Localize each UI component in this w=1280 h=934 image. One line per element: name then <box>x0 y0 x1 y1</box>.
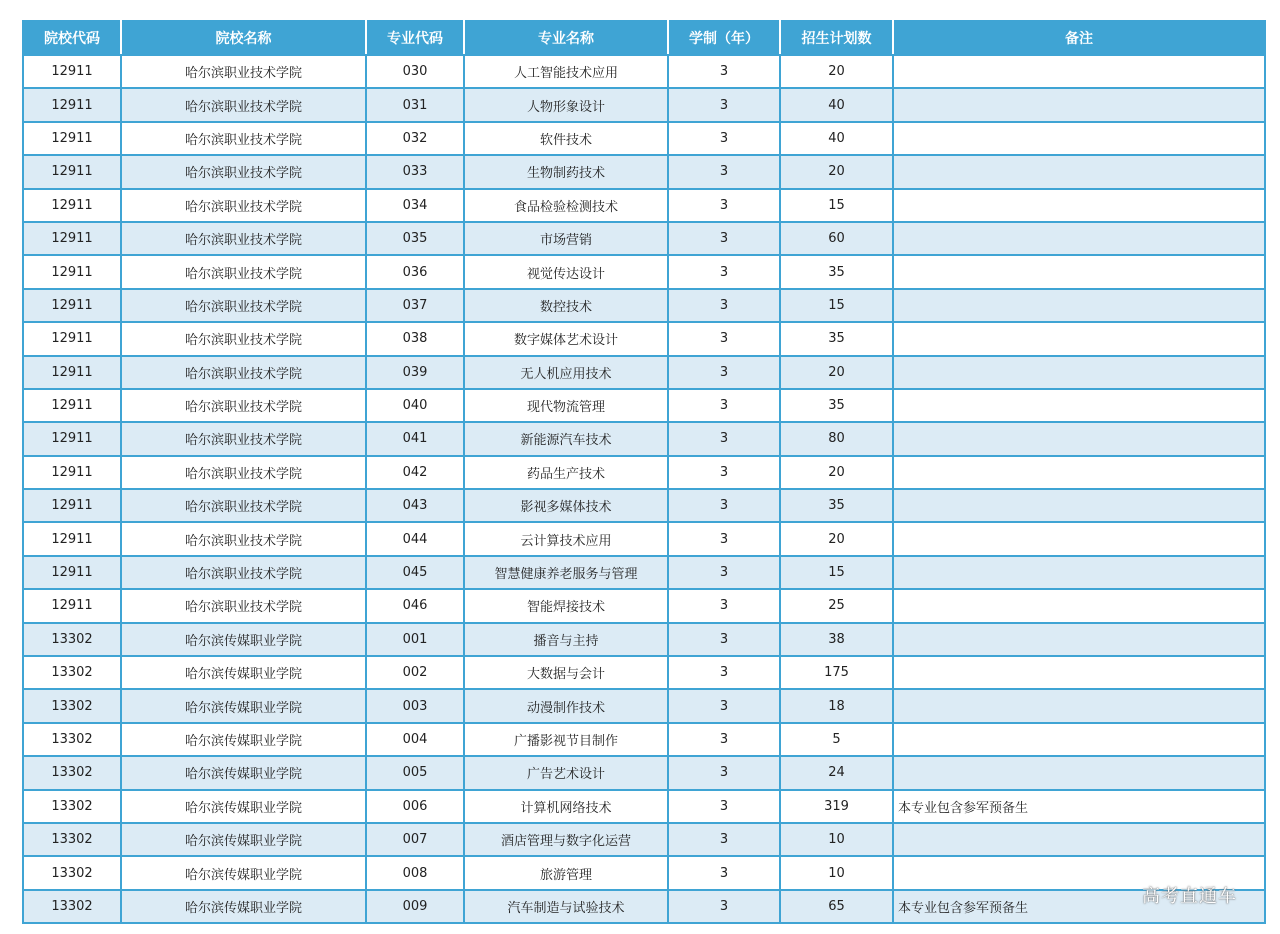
cell-school-name: 哈尔滨职业技术学院 <box>121 122 366 155</box>
cell-major-code: 031 <box>366 88 464 121</box>
cell-remarks <box>893 155 1265 188</box>
cell-school-code: 12911 <box>23 88 121 121</box>
watermark-text: 高考直通车 <box>1142 886 1237 907</box>
cell-duration: 3 <box>668 856 780 889</box>
cell-major-name: 播音与主持 <box>464 623 668 656</box>
header-duration: 学制（年） <box>668 21 780 55</box>
cell-major-name: 动漫制作技术 <box>464 689 668 722</box>
table-header <box>23 21 1265 55</box>
cell-school-name: 哈尔滨职业技术学院 <box>121 456 366 489</box>
cell-duration: 3 <box>668 623 780 656</box>
cell-remarks <box>893 689 1265 722</box>
cell-enrollment-count: 20 <box>780 522 893 555</box>
cell-major-code: 006 <box>366 790 464 823</box>
cell-duration: 3 <box>668 689 780 722</box>
table-row <box>23 456 1265 489</box>
cell-remarks <box>893 389 1265 422</box>
cell-major-code: 042 <box>366 456 464 489</box>
cell-remarks <box>893 489 1265 522</box>
cell-school-name: 哈尔滨传媒职业学院 <box>121 856 366 889</box>
cell-remarks <box>893 656 1265 689</box>
cell-remarks <box>893 723 1265 756</box>
cell-enrollment-count: 38 <box>780 623 893 656</box>
table-row <box>23 422 1265 455</box>
cell-school-name: 哈尔滨职业技术学院 <box>121 522 366 555</box>
cell-school-name: 哈尔滨传媒职业学院 <box>121 689 366 722</box>
cell-school-code: 12911 <box>23 422 121 455</box>
cell-enrollment-count: 15 <box>780 556 893 589</box>
table-row <box>23 389 1265 422</box>
cell-major-code: 009 <box>366 890 464 923</box>
cell-major-name: 新能源汽车技术 <box>464 422 668 455</box>
cell-remarks <box>893 589 1265 622</box>
cell-major-name: 云计算技术应用 <box>464 522 668 555</box>
cell-school-name: 哈尔滨职业技术学院 <box>121 55 366 88</box>
cell-duration: 3 <box>668 723 780 756</box>
cell-major-code: 035 <box>366 222 464 255</box>
cell-major-code: 030 <box>366 55 464 88</box>
cell-school-code: 12911 <box>23 189 121 222</box>
cell-school-code: 12911 <box>23 522 121 555</box>
cell-enrollment-count: 175 <box>780 656 893 689</box>
cell-school-name: 哈尔滨传媒职业学院 <box>121 790 366 823</box>
cell-enrollment-count: 80 <box>780 422 893 455</box>
header-school-code: 院校代码 <box>23 21 121 55</box>
cell-major-name: 智能焊接技术 <box>464 589 668 622</box>
cell-major-code: 005 <box>366 756 464 789</box>
cell-enrollment-count: 65 <box>780 890 893 923</box>
cell-school-code: 13302 <box>23 756 121 789</box>
cell-major-name: 食品检验检测技术 <box>464 189 668 222</box>
cell-school-name: 哈尔滨职业技术学院 <box>121 222 366 255</box>
cell-school-name: 哈尔滨职业技术学院 <box>121 88 366 121</box>
cell-duration: 3 <box>668 556 780 589</box>
cell-enrollment-count: 25 <box>780 589 893 622</box>
cell-remarks <box>893 55 1265 88</box>
table-row <box>23 522 1265 555</box>
table-row <box>23 122 1265 155</box>
cell-major-name: 人工智能技术应用 <box>464 55 668 88</box>
cell-major-name: 广播影视节目制作 <box>464 723 668 756</box>
cell-major-name: 计算机网络技术 <box>464 790 668 823</box>
table-row <box>23 489 1265 522</box>
cell-remarks <box>893 556 1265 589</box>
cell-major-code: 044 <box>366 522 464 555</box>
cell-major-code: 003 <box>366 689 464 722</box>
cell-school-name: 哈尔滨传媒职业学院 <box>121 623 366 656</box>
table-row <box>23 890 1265 923</box>
cell-school-code: 13302 <box>23 790 121 823</box>
cell-remarks <box>893 456 1265 489</box>
cell-school-code: 12911 <box>23 322 121 355</box>
cell-major-name: 现代物流管理 <box>464 389 668 422</box>
cell-enrollment-count: 35 <box>780 255 893 288</box>
cell-enrollment-count: 20 <box>780 155 893 188</box>
cell-major-code: 008 <box>366 856 464 889</box>
cell-enrollment-count: 15 <box>780 289 893 322</box>
table-row <box>23 689 1265 722</box>
cell-school-code: 12911 <box>23 122 121 155</box>
cell-remarks: 本专业包含参军预备生 <box>893 790 1265 823</box>
enrollment-table-container <box>22 20 1264 924</box>
cell-remarks <box>893 823 1265 856</box>
cell-enrollment-count: 35 <box>780 389 893 422</box>
table-row <box>23 556 1265 589</box>
cell-school-code: 12911 <box>23 55 121 88</box>
cell-major-code: 046 <box>366 589 464 622</box>
cell-major-name: 软件技术 <box>464 122 668 155</box>
cell-enrollment-count: 40 <box>780 122 893 155</box>
cell-duration: 3 <box>668 122 780 155</box>
cell-school-name: 哈尔滨职业技术学院 <box>121 155 366 188</box>
cell-major-code: 033 <box>366 155 464 188</box>
cell-remarks <box>893 623 1265 656</box>
cell-duration: 3 <box>668 322 780 355</box>
cell-major-code: 034 <box>366 189 464 222</box>
cell-major-name: 数字媒体艺术设计 <box>464 322 668 355</box>
cell-duration: 3 <box>668 389 780 422</box>
cell-remarks: 本专业包含参军预备生 <box>893 890 1265 923</box>
cell-duration: 3 <box>668 255 780 288</box>
cell-major-code: 007 <box>366 823 464 856</box>
cell-remarks <box>893 189 1265 222</box>
cell-enrollment-count: 24 <box>780 756 893 789</box>
cell-school-code: 12911 <box>23 456 121 489</box>
cell-school-name: 哈尔滨职业技术学院 <box>121 289 366 322</box>
table-row <box>23 88 1265 121</box>
cell-major-code: 039 <box>366 356 464 389</box>
cell-school-name: 哈尔滨职业技术学院 <box>121 322 366 355</box>
cell-major-name: 广告艺术设计 <box>464 756 668 789</box>
cell-enrollment-count: 40 <box>780 88 893 121</box>
table-row <box>23 589 1265 622</box>
cell-major-code: 004 <box>366 723 464 756</box>
cell-remarks <box>893 255 1265 288</box>
cell-major-name: 智慧健康养老服务与管理 <box>464 556 668 589</box>
cell-school-name: 哈尔滨职业技术学院 <box>121 489 366 522</box>
cell-school-code: 12911 <box>23 356 121 389</box>
cell-major-name: 人物形象设计 <box>464 88 668 121</box>
cell-school-code: 13302 <box>23 856 121 889</box>
cell-enrollment-count: 35 <box>780 489 893 522</box>
cell-remarks <box>893 322 1265 355</box>
cell-duration: 3 <box>668 790 780 823</box>
cell-school-code: 13302 <box>23 656 121 689</box>
cell-school-name: 哈尔滨职业技术学院 <box>121 422 366 455</box>
cell-duration: 3 <box>668 356 780 389</box>
cell-remarks <box>893 122 1265 155</box>
cell-enrollment-count: 319 <box>780 790 893 823</box>
cell-school-name: 哈尔滨传媒职业学院 <box>121 756 366 789</box>
cell-school-code: 12911 <box>23 389 121 422</box>
cell-school-code: 12911 <box>23 155 121 188</box>
cell-school-code: 13302 <box>23 890 121 923</box>
cell-duration: 3 <box>668 456 780 489</box>
cell-enrollment-count: 35 <box>780 322 893 355</box>
table-row <box>23 155 1265 188</box>
cell-school-code: 12911 <box>23 255 121 288</box>
cell-major-name: 酒店管理与数字化运营 <box>464 823 668 856</box>
table-row <box>23 322 1265 355</box>
cell-major-code: 036 <box>366 255 464 288</box>
cell-school-code: 13302 <box>23 823 121 856</box>
cell-major-code: 037 <box>366 289 464 322</box>
cell-remarks <box>893 522 1265 555</box>
cell-major-code: 041 <box>366 422 464 455</box>
cell-major-name: 大数据与会计 <box>464 656 668 689</box>
cell-school-code: 12911 <box>23 289 121 322</box>
cell-enrollment-count: 20 <box>780 55 893 88</box>
cell-enrollment-count: 60 <box>780 222 893 255</box>
cell-enrollment-count: 5 <box>780 723 893 756</box>
cell-school-name: 哈尔滨职业技术学院 <box>121 389 366 422</box>
cell-major-code: 040 <box>366 389 464 422</box>
cell-remarks <box>893 356 1265 389</box>
cell-duration: 3 <box>668 823 780 856</box>
cell-duration: 3 <box>668 88 780 121</box>
cell-enrollment-count: 10 <box>780 823 893 856</box>
cell-major-name: 视觉传达设计 <box>464 255 668 288</box>
cell-remarks <box>893 222 1265 255</box>
cell-school-name: 哈尔滨职业技术学院 <box>121 255 366 288</box>
cell-duration: 3 <box>668 55 780 88</box>
cell-school-name: 哈尔滨传媒职业学院 <box>121 890 366 923</box>
enrollment-plan-table <box>22 20 1266 924</box>
cell-major-name: 无人机应用技术 <box>464 356 668 389</box>
header-remarks: 备注 <box>893 21 1265 55</box>
table-row <box>23 756 1265 789</box>
cell-remarks <box>893 88 1265 121</box>
cell-school-code: 13302 <box>23 689 121 722</box>
table-row <box>23 189 1265 222</box>
cell-enrollment-count: 20 <box>780 456 893 489</box>
cell-school-name: 哈尔滨职业技术学院 <box>121 189 366 222</box>
cell-school-code: 13302 <box>23 623 121 656</box>
cell-enrollment-count: 20 <box>780 356 893 389</box>
table-row <box>23 356 1265 389</box>
table-body <box>23 55 1265 923</box>
cell-major-code: 001 <box>366 623 464 656</box>
cell-major-code: 038 <box>366 322 464 355</box>
cell-school-code: 12911 <box>23 556 121 589</box>
cell-school-code: 13302 <box>23 723 121 756</box>
cell-major-code: 002 <box>366 656 464 689</box>
table-row <box>23 623 1265 656</box>
cell-remarks <box>893 422 1265 455</box>
cell-remarks <box>893 289 1265 322</box>
cell-duration: 3 <box>668 890 780 923</box>
cell-duration: 3 <box>668 222 780 255</box>
header-row <box>23 21 1265 55</box>
cell-duration: 3 <box>668 289 780 322</box>
cell-school-code: 12911 <box>23 489 121 522</box>
cell-enrollment-count: 15 <box>780 189 893 222</box>
header-major-code: 专业代码 <box>366 21 464 55</box>
cell-major-name: 市场营销 <box>464 222 668 255</box>
cell-major-name: 生物制药技术 <box>464 155 668 188</box>
cell-enrollment-count: 18 <box>780 689 893 722</box>
table-row <box>23 255 1265 288</box>
cell-school-name: 哈尔滨传媒职业学院 <box>121 723 366 756</box>
cell-duration: 3 <box>668 656 780 689</box>
cell-duration: 3 <box>668 155 780 188</box>
table-row <box>23 222 1265 255</box>
cell-school-code: 12911 <box>23 589 121 622</box>
cell-school-name: 哈尔滨职业技术学院 <box>121 356 366 389</box>
table-row <box>23 823 1265 856</box>
cell-duration: 3 <box>668 522 780 555</box>
cell-school-name: 哈尔滨职业技术学院 <box>121 556 366 589</box>
cell-major-name: 汽车制造与试验技术 <box>464 890 668 923</box>
cell-major-code: 032 <box>366 122 464 155</box>
header-major-name: 专业名称 <box>464 21 668 55</box>
cell-major-name: 药品生产技术 <box>464 456 668 489</box>
cell-duration: 3 <box>668 756 780 789</box>
cell-major-name: 数控技术 <box>464 289 668 322</box>
cell-school-name: 哈尔滨职业技术学院 <box>121 589 366 622</box>
header-school-name: 院校名称 <box>121 21 366 55</box>
table-row <box>23 289 1265 322</box>
table-row <box>23 790 1265 823</box>
cell-enrollment-count: 10 <box>780 856 893 889</box>
cell-major-code: 045 <box>366 556 464 589</box>
cell-duration: 3 <box>668 189 780 222</box>
header-enrollment-count: 招生计划数 <box>780 21 893 55</box>
cell-major-name: 旅游管理 <box>464 856 668 889</box>
cell-major-code: 043 <box>366 489 464 522</box>
cell-school-code: 12911 <box>23 222 121 255</box>
table-row <box>23 856 1265 889</box>
cell-duration: 3 <box>668 422 780 455</box>
cell-duration: 3 <box>668 589 780 622</box>
cell-school-name: 哈尔滨传媒职业学院 <box>121 823 366 856</box>
table-row <box>23 723 1265 756</box>
cell-remarks <box>893 756 1265 789</box>
table-row <box>23 55 1265 88</box>
table-row <box>23 656 1265 689</box>
cell-duration: 3 <box>668 489 780 522</box>
cell-school-name: 哈尔滨传媒职业学院 <box>121 656 366 689</box>
cell-major-name: 影视多媒体技术 <box>464 489 668 522</box>
